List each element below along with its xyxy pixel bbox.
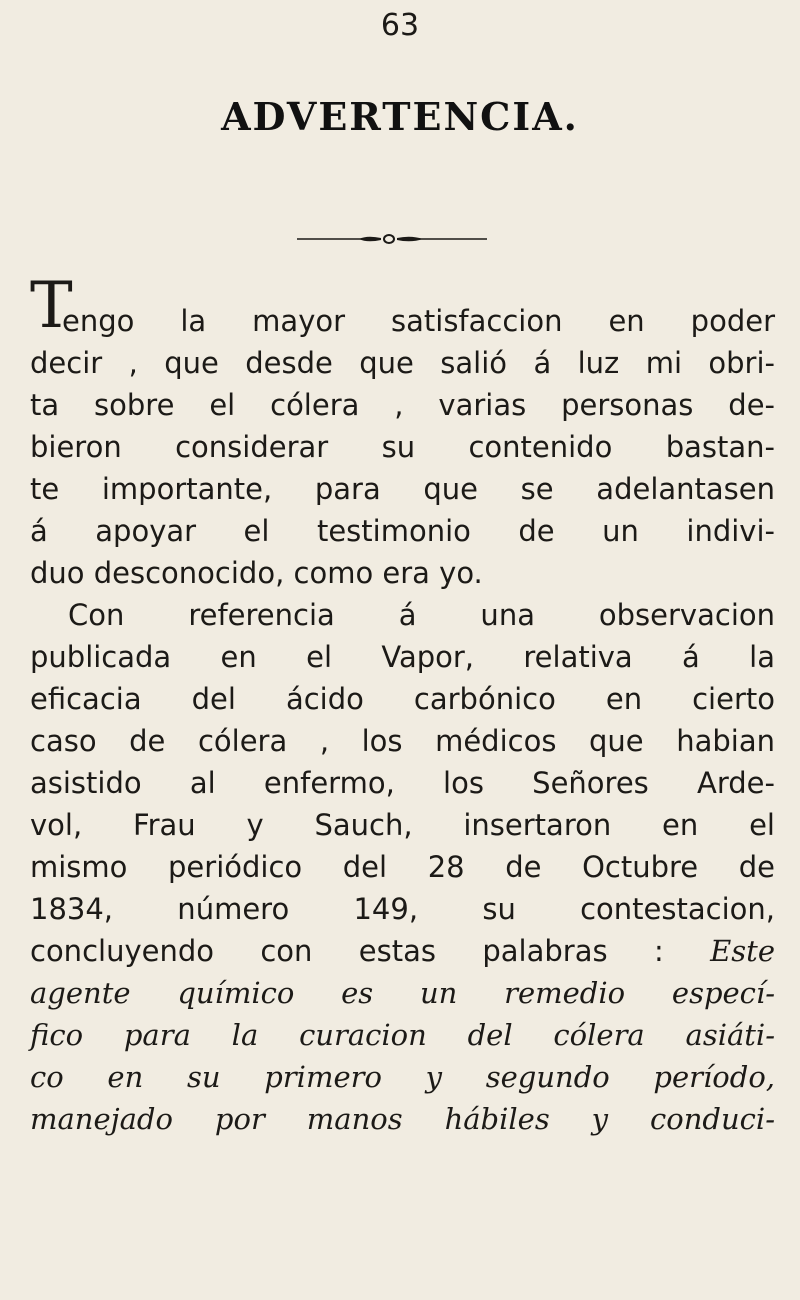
drop-cap: T (30, 269, 73, 343)
text-line-16 (30, 930, 775, 972)
text-line-20: manejado por manos hábiles y conduci- (30, 1102, 775, 1136)
text-line-4: bieron considerar su contenido bastan- (30, 430, 775, 464)
text-line-8: Con referencia á una observacion (68, 598, 775, 632)
text-line-6: á apoyar el testimonio de un indivi- (30, 514, 775, 548)
text-line-16-roman: concluyendo con estas palabras : (30, 934, 711, 968)
chapter-heading: ADVERTENCIA. (221, 94, 579, 139)
text-line-9: publicada en el Vapor, relativa á la (30, 640, 775, 674)
text-line-17: agente químico es un remedio especí- (30, 976, 775, 1010)
text-line-2: decir , que desde que salió á luz mi obri- (30, 346, 775, 380)
text-line-1 (30, 269, 775, 343)
text-line-10: eficacia del ácido carbónico en cierto (30, 682, 775, 716)
text-line-14: mismo periódico del 28 de Octubre de (30, 850, 775, 884)
text-line-19: co en su primero y segundo período, (30, 1060, 775, 1094)
ornament-divider (297, 232, 487, 246)
body-text (30, 269, 775, 1140)
text-line-16-italic: Este (710, 934, 775, 968)
text-line-12: asistido al enfermo, los Señores Arde- (30, 766, 775, 800)
page-number: 63 (380, 8, 420, 43)
text-line-7: duo desconocido, como era yo. (30, 556, 483, 590)
text-line-1-body: engo la mayor satisfaccion en poder (62, 304, 775, 338)
text-line-15: 1834, número 149, su contestacion, (30, 892, 775, 926)
text-line-5: te importante, para que se adelantasen (30, 472, 775, 506)
text-line-18: fico para la curacion del cólera asiáti- (30, 1018, 775, 1052)
text-line-3: ta sobre el cólera , varias personas de- (30, 388, 775, 422)
text-line-11: caso de cólera , los médicos que habian (30, 724, 775, 758)
text-line-13: vol, Frau y Sauch, insertaron en el (30, 808, 775, 842)
